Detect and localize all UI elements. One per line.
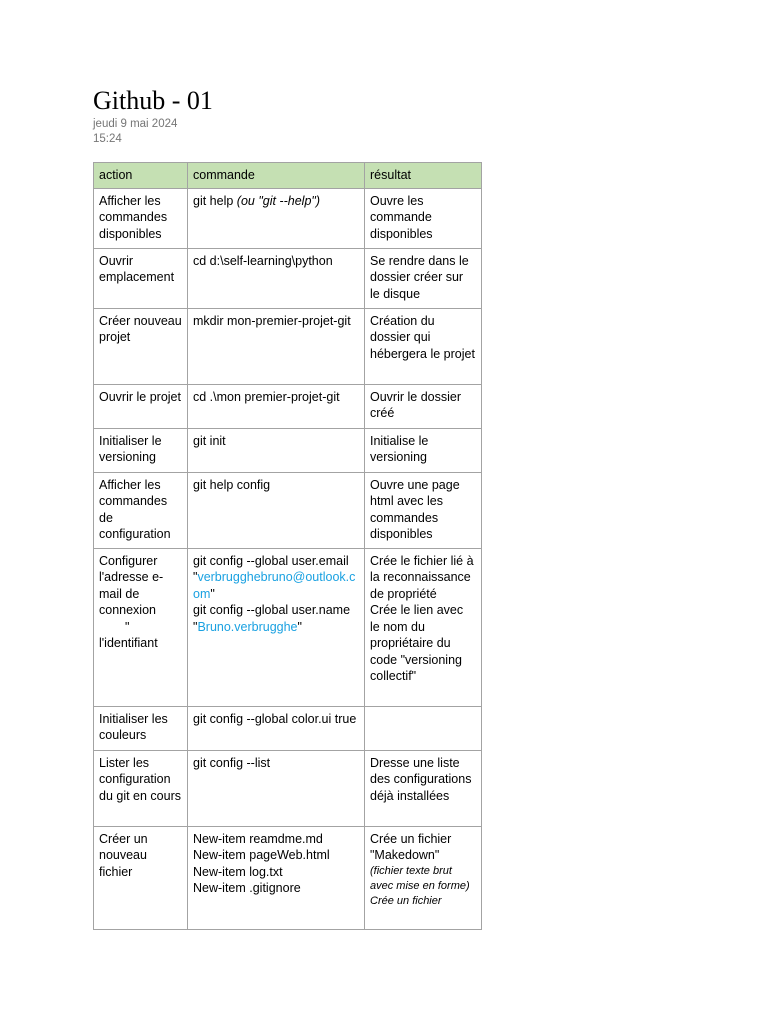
result-note-2: Crée un fichier <box>370 894 442 907</box>
header-commande: commande <box>188 163 365 189</box>
cell-command: git help config <box>188 472 365 548</box>
email-link[interactable]: verbrugghebruno@outlook.com <box>193 570 356 601</box>
table-row <box>94 472 482 548</box>
cell-action: Afficher les commandes disponibles <box>94 188 188 248</box>
cell-result: Dresse une liste des configurations déjà installées <box>365 750 482 826</box>
cell-action: Créer un nouveau fichier <box>94 826 188 929</box>
command-line: New-item log.txt <box>193 864 283 879</box>
command-quote-2: " <box>297 619 302 634</box>
cell-result: Ouvre les commande disponibles <box>365 188 482 248</box>
command-note: (ou "git --help") <box>236 193 320 208</box>
cell-command: git init <box>188 428 365 472</box>
command-line: New-item reamdme.md <box>193 831 323 846</box>
cell-command: cd d:\self-learning\python <box>188 248 365 308</box>
result-text: Crée un fichier "Makedown" <box>370 831 452 862</box>
table-row <box>94 308 482 384</box>
commands-table <box>93 162 482 930</box>
page-title: Github - 01 <box>93 86 213 115</box>
cell-action: Ouvrir le projet <box>94 384 188 428</box>
cell-result: Ouvrir le dossier créé <box>365 384 482 428</box>
cell-result: Ouvre une page html avec les commandes disponibles <box>365 472 482 548</box>
table-row <box>94 750 482 826</box>
command-text: git config --global user.email " <box>193 553 349 584</box>
command-text-2: git config --global user.name " <box>193 603 351 634</box>
cell-command: cd .\mon premier-projet-git <box>188 384 365 428</box>
table-header-row <box>94 163 482 189</box>
table-row <box>94 188 482 248</box>
action-text-2: l'identifiant <box>99 636 158 650</box>
page-time: 15:24 <box>93 133 122 145</box>
cell-command <box>188 548 365 706</box>
command-line-2 <box>193 602 359 635</box>
command-line: New-item pageWeb.html <box>193 848 330 862</box>
cell-result <box>365 706 482 750</box>
cell-result <box>365 548 482 706</box>
command-quote: " <box>210 586 215 601</box>
cell-result: Création du dossier qui hébergera le projet <box>365 308 482 384</box>
username-link[interactable]: Bruno.verbrugghe <box>197 619 298 634</box>
cell-action: Initialiser le versioning <box>94 428 188 472</box>
result-text-2: Crée le lien avec le nom du propriétaire du code "versioning collectif" <box>370 603 464 683</box>
cell-action: Ouvrir emplacement <box>94 248 188 308</box>
table-row <box>94 548 482 706</box>
command-text: git help <box>193 193 237 208</box>
cell-result: Se rendre dans le dossier créer sur le disque <box>365 248 482 308</box>
table-row <box>94 706 482 750</box>
cell-command <box>188 188 365 248</box>
table-row <box>94 826 482 929</box>
result-note: (fichier texte brut avec mise en forme) <box>370 864 470 892</box>
cell-action: Afficher les commandes de configuration <box>94 472 188 548</box>
cell-action: Lister les configuration du git en cours <box>94 750 188 826</box>
cell-action: Initialiser les couleurs <box>94 706 188 750</box>
table-row <box>94 248 482 308</box>
page-date: jeudi 9 mai 2024 <box>93 118 178 130</box>
ditto-mark: " <box>125 619 130 634</box>
table-row <box>94 428 482 472</box>
cell-command: mkdir mon-premier-projet-git <box>188 308 365 384</box>
table-row <box>94 384 482 428</box>
cell-command <box>188 826 365 929</box>
cell-result: Initialise le versioning <box>365 428 482 472</box>
result-text: Crée le fichier lié à la reconnaissance de propriété <box>370 553 474 601</box>
cell-result <box>365 826 482 929</box>
command-line: New-item .gitignore <box>193 881 301 895</box>
cell-command: git config --list <box>188 750 365 826</box>
action-text: Configurer l'adresse e-mail de connexion <box>99 553 164 617</box>
cell-action: Créer nouveau projet <box>94 308 188 384</box>
header-resultat: résultat <box>365 163 482 189</box>
cell-command: git config --global color.ui true <box>188 706 365 750</box>
cell-action <box>94 548 188 706</box>
header-action: action <box>94 163 188 189</box>
